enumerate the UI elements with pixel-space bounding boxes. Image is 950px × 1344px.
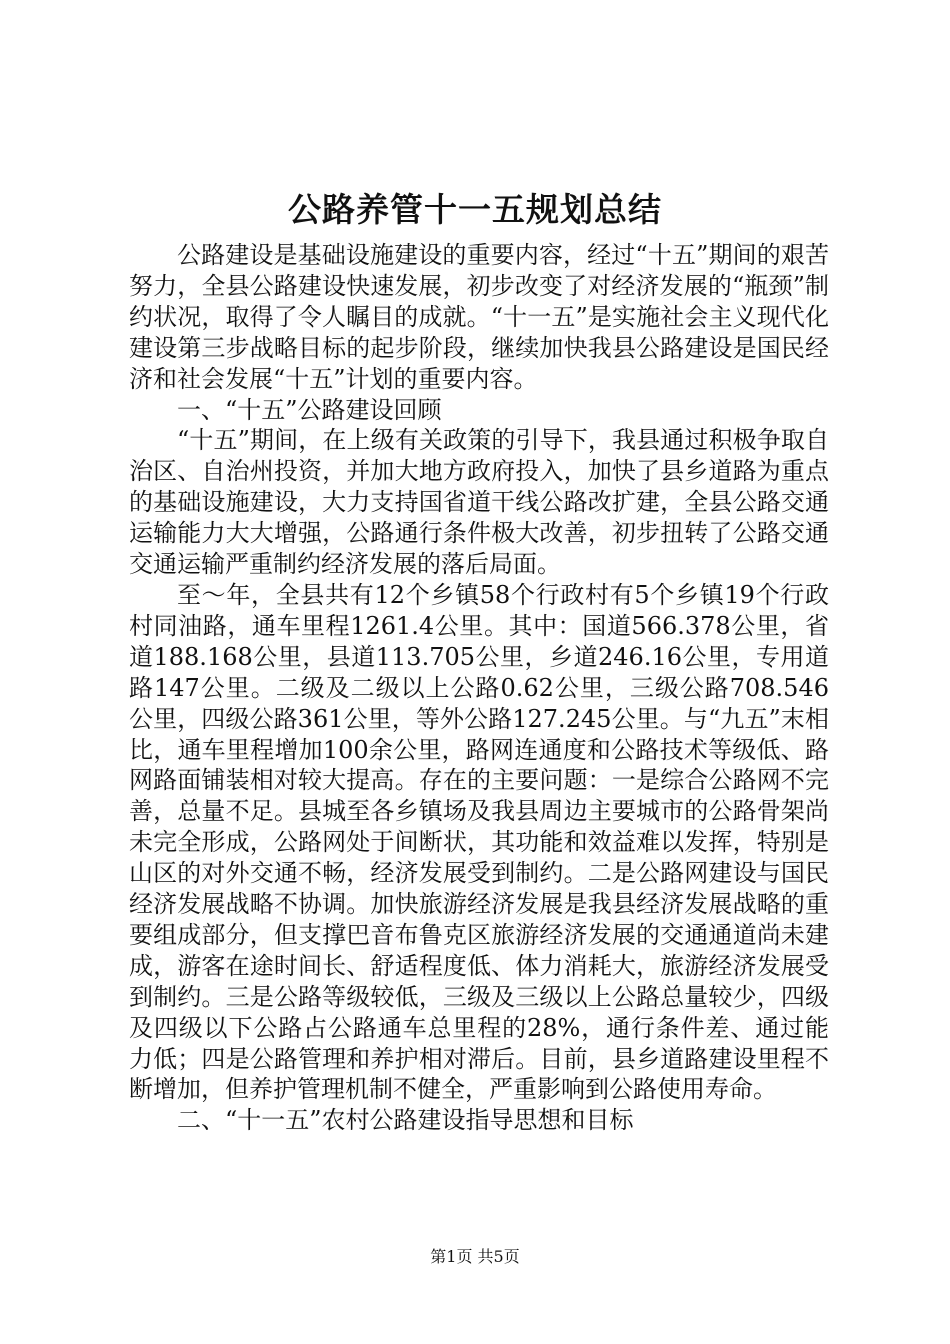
document-body [129, 240, 829, 1136]
document-title: 公路养管十一五规划总结 [288, 190, 662, 229]
section-heading-guidance: 二、“十一五”农村公路建设指导思想和目标 [177, 1106, 634, 1135]
review-paragraph: “十五”期间，在上级有关政策的引导下，我县通过积极争取自治区、自治州投资，并加大地方政府投入，加快了县乡道路为重点的基础设施建设，大力支持国省道干线公路改扩建，全县公路交通运输能力大大增强，公路通行条件极大改善，初步扭转了公路交通交通运输严重制约经济发展的落后局面。 [129, 426, 829, 579]
statistics-paragraph: 至～年，全县共有12个乡镇58个行政村有5个乡镇19个行政村同油路，通车里程1261.4公里。其中：国道566.378公里，省道188.168公里，县道113.705公里，乡道246.16公里，专用道路147公里。二级及二级以上公路0.62公里，三级公路708.546公里，四级公路361公里，等外公路127.245公里。与“九五”末相比，通车里程增加100余公里，路网连通度和公路技术等级低、路网路面铺装相对较大提高。存在的主要问题：一是综合公路网不完善，总量不足。县城至各乡镇场及我县周边主要城市的公路骨架尚未完全形成，公路网处于间断状，其功能和效益难以发挥，特别是山区的对外交通不畅，经济发展受到制约。二是公路网建设与国民经济发展战略不协调。加快旅游经济发展是我县经济发展战略的重要组成部分，但支撑巴音布鲁克区旅游经济发展的交通通道尚未建成，游客在途时间长、舒适程度低、体力消耗大，旅游经济发展受到制约。三是公路等级较低，三级及三级以上公路总量较少，四级及四级以下公路占公路通车总里程的28%，通行条件差、通过能力低；四是公路管理和养护相对滞后。目前，县乡道路建设里程不断增加，但养护管理机制不健全，严重影响到公路使用寿命。 [129, 580, 829, 1104]
page-number-footer: 第1页 共5页 [430, 1247, 520, 1266]
section-heading-review: 一、“十五”公路建设回顾 [177, 395, 442, 424]
intro-paragraph: 公路建设是基础设施建设的重要内容，经过“十五”期间的艰苦努力，全县公路建设快速发展，初步改变了对经济发展的“瓶颈”制约状况，取得了令人瞩目的成就。“十一五”是实施社会主义现代化建设第三步战略目标的起步阶段，继续加快我县公路建设是国民经济和社会发展“十五”计划的重要内容。 [129, 241, 829, 393]
